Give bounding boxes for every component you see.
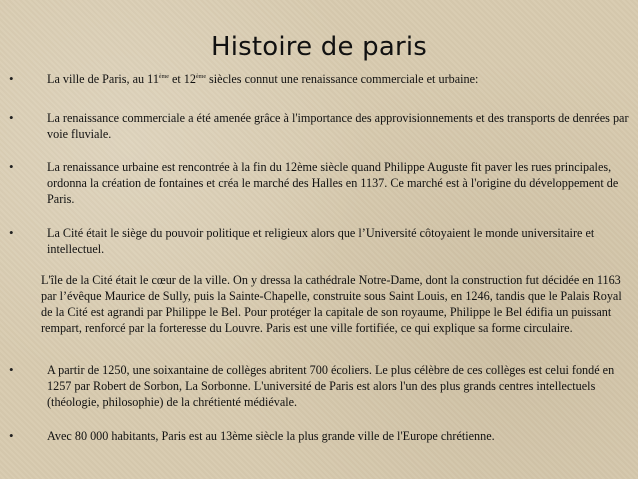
superscript-1: ème: [158, 74, 169, 80]
superscript-2: ème: [196, 74, 206, 80]
paragraph-4: La Cité était le siège du pouvoir politique et religieux alors que l’Université côtoyaient le monde universitaire et intellectuel.: [47, 226, 595, 256]
paragraph-3: La renaissance urbaine est rencontrée à la fin du 12ème siècle quand Philippe Auguste fit paver les rues principales, ordonna la création de fontaines et créa le marché des Halles en 1137. Ce marché est à l'origine du développement de Paris.: [47, 160, 619, 206]
slide-title: Histoire de paris: [210, 32, 428, 62]
paragraph-6: A partir de 1250, une soixantaine de collèges abritent 700 écoliers. Le plus célèbre de ces collèges est celui fondé en 1257 par Robert de Sorbon, La Sorbonne. L'université de Paris est alors l'un des plus grands centres intellectuels (théologie, philosophie) de la chrétienté médiévale.: [47, 363, 615, 409]
paragraph-1-text-a: La ville de Paris, au 11: [47, 72, 159, 86]
paragraph-7: Avec 80 000 habitants, Paris est au 13ème siècle la plus grande ville de l'Europe chrétienne.: [47, 429, 495, 443]
bullet-icon: •: [9, 362, 14, 377]
paragraph-5: L'île de la Cité était le cœur de la ville. On y dressa la cathédrale Notre-Dame, dont la construction fut décidée en 1163 par l’évêque Maurice de Sully, puis la Sainte-Chapelle, construite sous Saint Louis, en 1246, tandis que le Palais Royal de la Cité est agrandi par Philippe le Bel. Pour protéger la capitale de son royaume, Philippe le Bel édifia un puissant rempart, renforcé par la forteresse du Louvre. Paris est une ville fortifiée, ce qui explique sa forme circulaire.: [41, 273, 622, 335]
paragraph-1: [47, 71, 629, 87]
bullet-icon: •: [9, 159, 14, 174]
paragraph-1-text-b: et 12: [168, 72, 196, 86]
bullet-icon: •: [9, 110, 14, 125]
paragraph-1-text-c: siècles connut une renaissance commerciale et urbaine:: [206, 72, 479, 86]
bullet-icon: •: [9, 225, 14, 240]
paragraph-2: La renaissance commerciale a été amenée grâce à l'importance des approvisionnements et des transports de denrées par voie fluviale.: [47, 111, 629, 141]
bullet-icon: •: [9, 71, 14, 86]
bullet-icon: •: [9, 428, 14, 443]
